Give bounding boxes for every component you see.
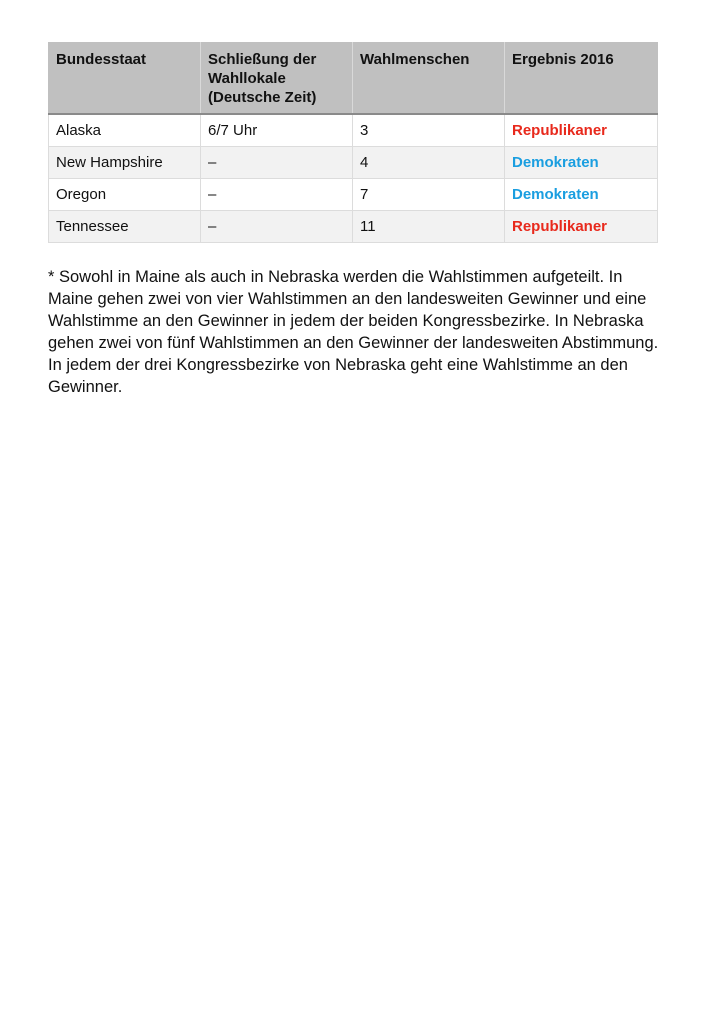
election-results-table	[48, 42, 658, 243]
header-closing-time	[201, 42, 353, 114]
table-header	[49, 42, 658, 114]
header-row	[49, 42, 658, 114]
header-closing-line-3: (Deutsche Zeit)	[208, 89, 317, 106]
header-result-2016: Ergebnis 2016	[505, 42, 658, 114]
cell-state: New Hampshire	[49, 147, 201, 179]
document-page	[48, 42, 657, 415]
cell-electors: 7	[353, 179, 505, 211]
cell-closing: –	[201, 179, 353, 211]
cell-state: Tennessee	[49, 211, 201, 243]
cell-closing: –	[201, 211, 353, 243]
header-closing-line-2: Wahllokale	[208, 70, 286, 87]
table-row	[49, 114, 658, 147]
footnote: * Sowohl in Maine als auch in Nebraska werden die Wahlstimmen aufgeteilt. In Maine gehen zwei von vier Wahlstimmen an den landesweiten Gewinner und eine Wahlstimme an den Gewinner in jedem der beiden Kongressbezirke. In Nebraska gehen zwei von fünf Wahlstimmen an den Gewinner der landesweiten Abstimmung. In jedem der drei Kongressbezirke von Nebraska geht eine Wahlstimme an den Gewinner.	[48, 268, 659, 396]
cell-electors: 3	[353, 114, 505, 147]
cell-result: Demokraten	[505, 147, 658, 179]
table-body	[49, 114, 658, 243]
cell-result: Demokraten	[505, 179, 658, 211]
table-row	[49, 179, 658, 211]
header-electors: Wahlmenschen	[353, 42, 505, 114]
cell-state: Oregon	[49, 179, 201, 211]
cell-result: Republikaner	[505, 211, 658, 243]
header-state: Bundesstaat	[49, 42, 201, 114]
cell-result: Republikaner	[505, 114, 658, 147]
table-row	[49, 147, 658, 179]
cell-closing: –	[201, 147, 353, 179]
header-closing-line-1: Schließung der	[208, 51, 317, 68]
table-row	[49, 211, 658, 243]
cell-closing: 6/7 Uhr	[201, 114, 353, 147]
cell-electors: 4	[353, 147, 505, 179]
cell-state: Alaska	[49, 114, 201, 147]
cell-electors: 11	[353, 211, 505, 243]
